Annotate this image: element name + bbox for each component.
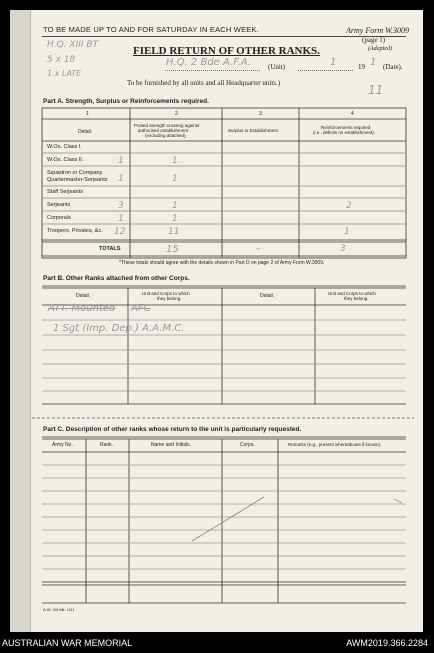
handwritten-note-1: 5 x 18 (47, 55, 76, 65)
col-number-1: 1 (86, 111, 89, 117)
hw-posted-cqms: 1 (172, 174, 178, 184)
hw-attached-unit-1: AFC (131, 303, 151, 314)
form-title: FIELD RETURN OF OTHER RANKS. (133, 45, 320, 57)
part-b-col-detail-2: Detail. (260, 293, 275, 299)
col-header-detail: Detail. (78, 129, 93, 135)
hw-marginal-cqms: 1 (118, 174, 124, 184)
row-label-corporals: Corporals (47, 215, 71, 221)
part-b-col-unit2-2: they belong. (344, 296, 369, 301)
footer-institution: AUSTRALIAN WAR MEMORIAL (2, 638, 133, 648)
hw-attached-row-1: ATT. Mounted (48, 303, 116, 314)
row-label-wo-class-2: W.Os. Class II. (47, 157, 84, 163)
part-a-heading: Part A. Strength, Surplus or Reinforcements required. (43, 98, 209, 105)
form-number: Army Form W.3009 (346, 26, 410, 35)
part-b-heading: Part B. Other Ranks attached from other Corps. (43, 275, 190, 282)
part-c-col-rank: Rank. (100, 442, 114, 448)
part-c-col-name: Name and Initials. (151, 442, 192, 448)
col-header-posted-3: (excluding attached). (145, 133, 187, 138)
furnished-note: To be furnished by all units and all Headquarter units.) (127, 79, 281, 87)
hw-attached-row-2: 1 Sgt (Imp. Dep.) A.A.M.C. (53, 323, 185, 334)
part-b-col-detail: Detail. (76, 293, 91, 299)
hw-posted-wo2: 1 (172, 156, 178, 166)
part-b-col-unit-2: they belong. (157, 296, 182, 301)
col-header-posted-2: authorised establishment (138, 128, 189, 133)
row-label-cqms-2: Quartermaster-Serjeants (47, 177, 108, 183)
instruction-text: TO BE MADE UP TO AND FOR SATURDAY IN EACH WEEK. (43, 25, 259, 34)
year-prefix: 19 (358, 63, 365, 71)
unit-label: (Unit) (268, 63, 286, 71)
handwritten-note-2: 1 x LATE (47, 69, 82, 78)
col-number-4: 4 (351, 111, 354, 117)
hw-posted-troopers: 11 (168, 227, 180, 237)
handwritten-date: 1 (330, 57, 337, 68)
hw-posted-corporals: 1 (172, 214, 178, 224)
handwritten-unit-code: H.Q. XIII BT (47, 40, 99, 50)
hw-total-surplus: – (256, 244, 261, 254)
hw-posted-serjeants: 1 (172, 201, 178, 211)
part-a-footnote: *These totals should agree with the details shown in Part D on page 2 of Army Form W.3009. (119, 260, 325, 266)
row-label-staff-serjeants: Staff Serjeants (47, 189, 83, 195)
footer-accession-number: AWM2019.366.2284 (346, 638, 428, 648)
hw-reinf-troopers: 1 (344, 227, 350, 237)
col-header-surplus: Surplus to Establishment. (228, 128, 280, 133)
part-c-col-army-no: Army No. (52, 442, 73, 448)
handwritten-unit-name: H.Q. 2 Bde A.F.A. (166, 57, 252, 68)
totals-label: TOTALS (99, 246, 121, 252)
part-c-heading: Part C. Description of other ranks whose return to the unit is particularly requested. (43, 426, 302, 433)
adapted-note: (Adapted) (368, 46, 392, 52)
part-c-col-remarks: Remarks (e.g., present whereabouts if known). (288, 442, 382, 447)
hw-marginal-corporals: 1 (118, 214, 124, 224)
handwritten-year: 1 (370, 57, 377, 68)
part-b-col-unit2-1: Unit and Corps to which (328, 291, 376, 296)
handwritten-page-mark: 11 (368, 83, 384, 97)
col-number-2: 2 (175, 111, 178, 117)
row-label-wo-class-1: W.Os. Class I. (47, 144, 82, 150)
part-b-col-unit-1: Unit and Corps to which (142, 291, 190, 296)
hw-total-reinf: 3 (340, 244, 346, 254)
archive-footer (0, 632, 434, 653)
hw-reinf-serjeants: 2 (346, 201, 352, 211)
printer-imprint: A.W. 3/0 Mk. 1/41 (43, 607, 75, 612)
row-label-serjeants: Serjeants (47, 202, 71, 208)
hw-total-posted: 15 (166, 244, 179, 255)
row-label-troopers: Troopers, Privates, &c. (47, 228, 103, 234)
hw-marginal-serjeants: 3 (118, 201, 124, 211)
col-header-posted-1: Posted strength crossing against (134, 123, 200, 128)
col-header-reinf-1: Reinforcements required (321, 125, 371, 130)
hw-marginal-troopers: 12 (114, 227, 126, 237)
date-label: (Date). (383, 63, 403, 71)
col-number-3: 3 (259, 111, 262, 117)
page-number: (page 1) (362, 36, 386, 44)
part-c-col-corps: Corps. (240, 442, 255, 448)
col-header-reinf-2: (i.e., deficits on establishment). (313, 130, 376, 135)
row-label-cqms-1: Squadron or Company (47, 170, 103, 176)
hw-marginal-wo2: 1 (118, 156, 124, 166)
